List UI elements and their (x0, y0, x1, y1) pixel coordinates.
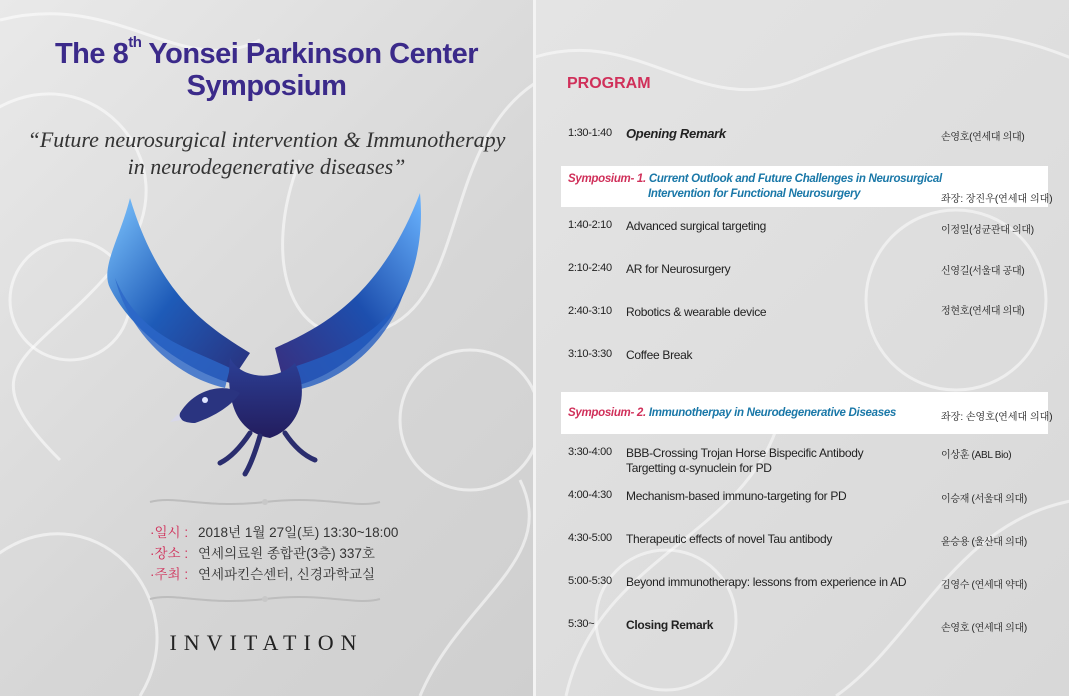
info-host-value: 연세파킨슨센터, 신경과학교실 (198, 567, 376, 582)
row-topic-line1: BBB-Crossing Trojan Horse Bispecific Antibody (626, 446, 864, 460)
subtitle-line1: “Future neurosurgical intervention & Immunotherapy (27, 127, 506, 152)
row-time: 2:10-2:40 (568, 262, 612, 274)
symposium1-title-2 (648, 187, 860, 202)
row-time: 4:30-5:00 (568, 532, 612, 544)
row-time: 1:40-2:10 (568, 219, 612, 231)
symposium-title (0, 34, 533, 71)
row-speaker: 손영호(연세대 의대) (941, 132, 1025, 143)
row-time: 2:40-3:10 (568, 305, 612, 317)
row-time: 3:10-3:30 (568, 348, 612, 360)
row-speaker: 정현호(연세대 의대) (941, 306, 1025, 317)
row-topic: Closing Remark (626, 618, 714, 632)
subtitle-line2: in neurodegenerative diseases” (127, 154, 406, 179)
row-time: 3:30-4:00 (568, 446, 612, 458)
row-topic: AR for Neurosurgery (626, 262, 731, 276)
title-suffix: Yonsei Parkinson Center (141, 38, 479, 70)
info-place-row (150, 543, 398, 564)
title-superscript: th (128, 34, 142, 51)
row-topic: Mechanism-based immuno-targeting for PD (626, 489, 847, 503)
row-topic (626, 446, 946, 476)
bottom-ornament-divider (145, 592, 385, 606)
row-time: 5:00-5:30 (568, 575, 612, 587)
symposium-title-line2: Symposium (186, 70, 347, 102)
row-speaker: 이승재 (서울대 의대) (941, 494, 1027, 505)
row-topic: Coffee Break (626, 348, 693, 362)
program-heading: PROGRAM (567, 75, 651, 92)
symposium1-title (568, 172, 942, 187)
symposium2-title (568, 406, 896, 421)
symposium1-banner (561, 166, 1053, 207)
info-place-value: 연세의료원 종합관(3층) 337호 (198, 546, 375, 561)
row-topic: Advanced surgical targeting (626, 219, 766, 233)
row-speaker: 신영길(서울대 공대) (941, 266, 1025, 277)
info-place-label: ·장소 : (150, 546, 189, 561)
symposium2-label: Symposium- 2. (568, 407, 646, 419)
symposium1-title-line2: Intervention for Functional Neurosurgery (648, 188, 861, 200)
symposium2-title-line1: Immunotherpay in Neurodegenerative Diseases (648, 407, 897, 419)
event-info (150, 522, 398, 585)
info-date-row (150, 522, 398, 543)
row-topic: Beyond immunotherapy: lessons from experience in AD (626, 575, 907, 589)
row-topic: Robotics & wearable device (626, 305, 767, 319)
row-time: 5:30~ (568, 618, 595, 630)
info-date-label: ·일시 : (150, 525, 189, 540)
row-speaker: 윤승용 (울산대 의대) (941, 537, 1027, 548)
symposium1-label: Symposium- 1. (568, 173, 646, 185)
row-speaker: 손영호 (연세대 의대) (941, 623, 1027, 634)
symposium1-chair: 좌장: 장진우(연세대 의대) (941, 194, 1053, 205)
row-speaker: 이상훈 (ABL Bio) (941, 450, 1012, 461)
info-host-row (150, 564, 398, 585)
title-prefix: The 8 (54, 38, 129, 70)
row-topic: Opening Remark (626, 126, 726, 141)
invitation-heading: INVITATION (169, 630, 364, 655)
info-date-value: 2018년 1월 27일(토) 13:30~18:00 (198, 525, 399, 540)
row-time: 1:30-1:40 (568, 127, 612, 139)
symposium2-chair: 좌장: 손영호(연세대 의대) (941, 412, 1053, 423)
cover-panel (0, 0, 533, 696)
symposium2-banner (561, 392, 1053, 434)
row-topic: Therapeutic effects of novel Tau antibody (626, 532, 833, 546)
eagle-illustration (100, 178, 430, 478)
top-ornament-divider (145, 495, 385, 509)
info-host-label: ·주최 : (150, 567, 189, 582)
row-speaker: 김영수 (연세대 약대) (941, 580, 1027, 591)
row-time: 4:00-4:30 (568, 489, 612, 501)
row-topic-line2: Targetting α-synuclein for PD (626, 461, 772, 475)
symposium1-title-line1: Current Outlook and Future Challenges in Neurosurgical (648, 173, 942, 185)
row-speaker: 이정일(성균관대 의대) (941, 225, 1034, 236)
